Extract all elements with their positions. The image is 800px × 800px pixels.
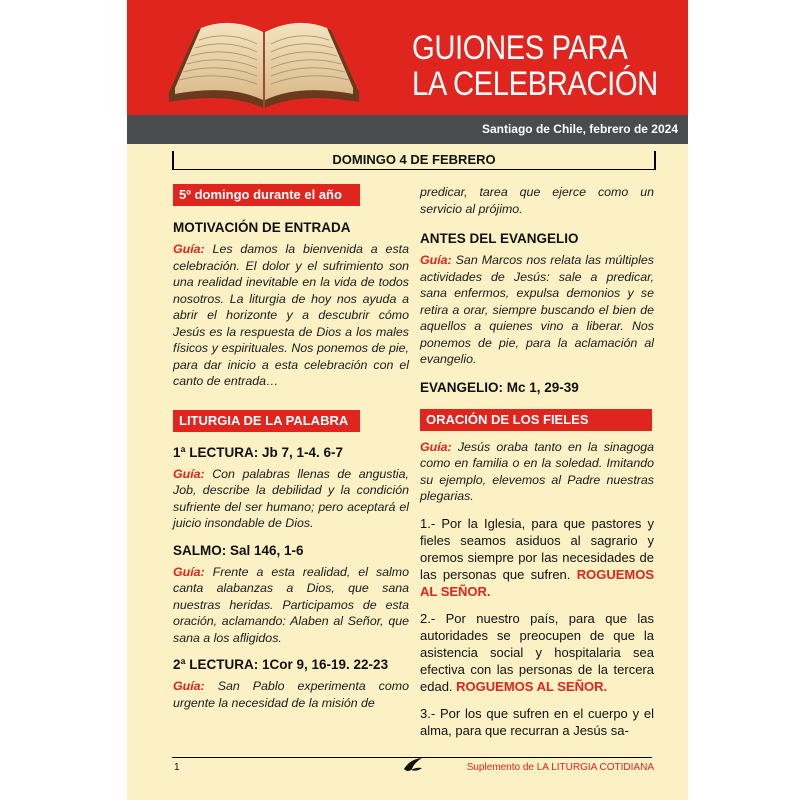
guia-label: Guía: — [173, 242, 205, 256]
date-heading: DOMINGO 4 DE FEBRERO — [172, 151, 656, 170]
guia-label: Guía: — [420, 439, 452, 454]
footer-publication: Suplemento de LA LITURGIA COTIDIANA — [466, 762, 654, 773]
guia-label: Guía: — [173, 466, 205, 481]
petition-1-response: ROGUEMOS AL SEÑOR. — [420, 566, 654, 599]
paragraph-salmo — [173, 564, 409, 647]
text-salmo: Frente a esta realidad, el salmo canta alabanzas a Dios, que sana nuestras heridas. Participamos de esta oración, aclamando: Alaben al Señor, que sana a los afligidos. — [173, 564, 409, 645]
paragraph-motivacion — [173, 241, 409, 390]
heading-lectura-1: 1ª LECTURA: Jb 7, 1-4. 6-7 — [173, 444, 344, 460]
page-number: 1 — [174, 762, 180, 773]
petition-1-text: 1.- Por la Iglesia, para que pastores y fieles seamos asiduos al sagrario y oremos siempre por las necesidades de las personas que sufren. — [420, 515, 654, 582]
paragraph-lectura-1 — [173, 466, 409, 532]
page-title — [412, 30, 658, 102]
section-bar-liturgia: LITURGIA DE LA PALABRA — [173, 410, 360, 432]
heading-motivacion: MOTIVACIÓN DE ENTRADA — [173, 220, 351, 235]
petition-3: 3.- Por los que sufren en el cuerpo y el alma, para que recurran a Jesús sa- — [420, 705, 654, 738]
text-lectura-1: Con palabras llenas de angustia, Job, describe la debilidad y la condición sufriente del ser humano; pero aceptará el juicio insondable de Dios. — [173, 466, 409, 530]
petition-1 — [420, 515, 654, 600]
text-oracion: Jesús oraba tanto en la sinagoga como en familia o en la soledad. Imitando su ejemplo, elevemos al Padre nuestras plegarias. — [420, 439, 654, 503]
petition-2-response: ROGUEMOS AL SEÑOR. — [456, 678, 608, 694]
guia-label: Guía: — [420, 253, 452, 267]
open-book-image — [159, 10, 369, 115]
paragraph-lectura-2 — [173, 678, 409, 711]
document-page — [127, 0, 688, 800]
header-banner — [127, 0, 688, 115]
guia-label: Guía: — [173, 679, 205, 693]
paragraph-lectura-2-cont: predicar, tarea que ejerce como un servicio al prójimo. — [420, 185, 654, 216]
title-line-2: LA CELEBRACIÓN — [412, 65, 658, 103]
publisher-logo-icon — [402, 755, 424, 775]
heading-evangelio: EVANGELIO: Mc 1, 29-39 — [420, 379, 579, 395]
petition-2 — [420, 610, 654, 695]
heading-salmo: SALMO: Sal 146, 1-6 — [173, 542, 304, 558]
heading-antes-evangelio: ANTES DEL EVANGELIO — [420, 231, 579, 246]
petition-2-text: 2.- Por nuestro país, para que las autoridades se preocupen de que la asistencia social y hospitalaria sea efectiva con las personas de la tercera edad. — [420, 610, 654, 694]
text-antes-evangelio: San Marcos nos relata las múltiples actividades de Jesús: sale a predicar, sana enfermos, expulsa demonios y se retira a orar, siempre buscando el bien de aquellos a quienes vino a liberar. Nos ponemos de pie, para la aclamación al evangelio. — [420, 253, 654, 366]
paragraph-oracion — [420, 439, 654, 505]
section-bar-oracion: ORACIÓN DE LOS FIELES — [420, 409, 652, 431]
text-lectura-2: San Pablo experimenta como urgente la necesidad de la misión de — [173, 679, 409, 710]
title-line-1: GUIONES PARA — [412, 29, 628, 67]
guia-label: Guía: — [173, 564, 205, 579]
text-motivacion: Les damos la bienvenida a esta celebración. El dolor y el sufrimiento son una realidad inevitable en la vida de todos nosotros. La liturgia de hoy nos ayuda a abrir el horizonte y a descubrir cómo Jesús es la respuesta de Dios a los males físicos y espirituales. Nos ponemos de pie, para dar inicio a esta celebración con el canto de entrada… — [173, 242, 409, 388]
subtitle: Santiago de Chile, febrero de 2024 — [481, 122, 678, 136]
paragraph-antes-evangelio — [420, 252, 654, 368]
subtitle-bar — [127, 115, 688, 144]
heading-lectura-2: 2ª LECTURA: 1Cor 9, 16-19. 22-23 — [173, 657, 389, 672]
left-column — [173, 184, 409, 711]
section-bar-domingo: 5º domingo durante el año — [173, 184, 360, 206]
right-column — [420, 184, 654, 739]
